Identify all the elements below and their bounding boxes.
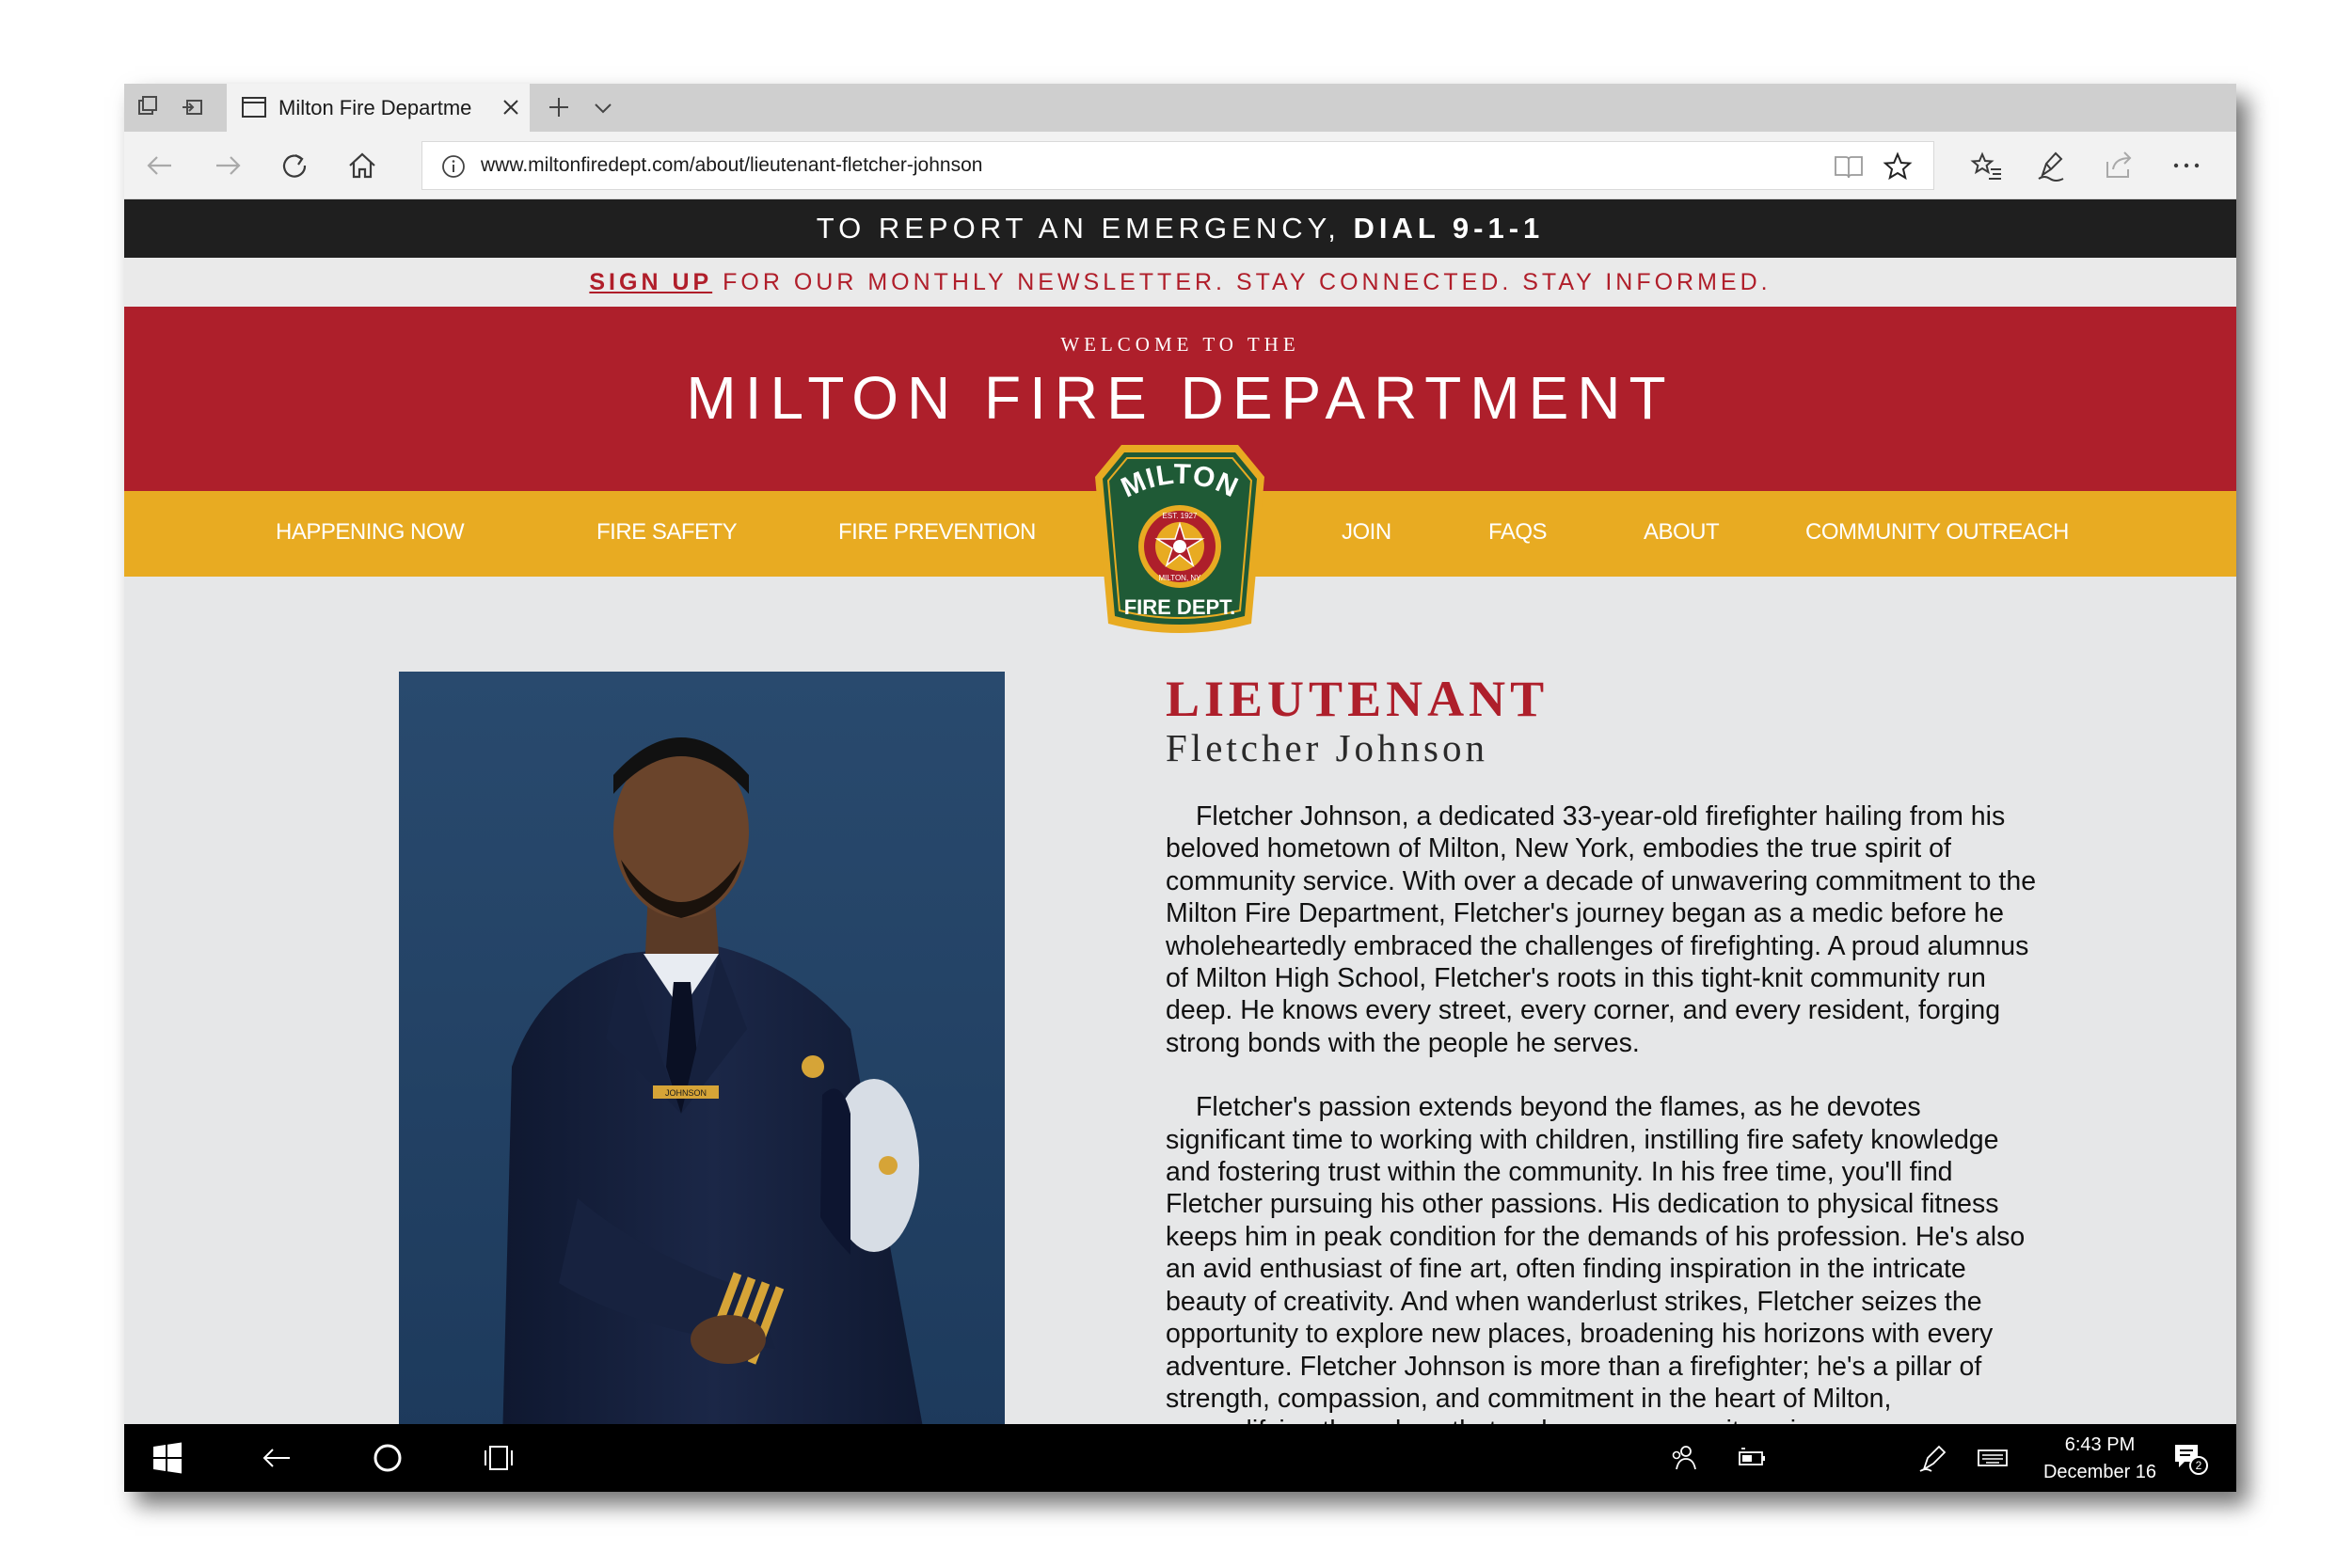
windows-ink-icon[interactable]: [1916, 1441, 1950, 1475]
bio-paragraph-2: Fletcher's passion extends beyond the flames, as he devotes significant time to working with children, instilling fire safety knowledge and fostering trust within the community. In his free time, you'll find Fletcher pursuing his other passions. His dedication to physical fitness keeps him in peak condition for the demands of his profession. He's also an avid enthusiast of fine art, often finding inspiration in the intricate beauty of creativity. And when wanderlust strikes, Fletcher seizes the opportunity to explore new places, broadening his horizons with every adventure. Fletcher Johnson is more than a firefighter; he's a pillar of strength, compassion, and commitment in the heart of Milton,: [1166, 1092, 2026, 1414]
signup-link[interactable]: SIGN UP: [589, 269, 713, 295]
set-aside-tabs-icon[interactable]: [134, 93, 162, 121]
emergency-dial: DIAL 9-1-1: [1353, 212, 1545, 245]
back-arrow-icon[interactable]: [143, 149, 177, 182]
favorite-star-icon[interactable]: [1883, 151, 1913, 182]
nav-fire-prevention[interactable]: FIRE PREVENTION: [838, 519, 1036, 545]
action-center-icon[interactable]: [2171, 1439, 2209, 1477]
more-options-icon[interactable]: [2169, 149, 2203, 182]
favorites-hub-icon[interactable]: [1970, 149, 2004, 182]
windows-taskbar: [124, 1424, 2236, 1492]
badge-top-text: MILTON: [1116, 458, 1244, 504]
system-clock[interactable]: [2034, 1432, 2166, 1486]
welcome-text: WELCOME TO THE: [1060, 333, 1300, 356]
refresh-icon[interactable]: [278, 149, 311, 182]
profile-bio: [1166, 672, 2069, 1448]
pen-notes-icon[interactable]: [2035, 149, 2069, 182]
chevron-down-icon[interactable]: [590, 95, 616, 121]
uniform-name-tag: JOHNSON: [664, 1088, 707, 1098]
clock-date: December 16: [2042, 1462, 2157, 1482]
tabs-aside-icon[interactable]: [179, 93, 207, 121]
touch-keyboard-icon[interactable]: [1976, 1441, 2010, 1475]
bio-paragraph-1: Fletcher Johnson, a dedicated 33-year-old firefighter hailing from his beloved hometown of Milton, New York, embodies the true spirit of community service. With over a decade of unwavering commitment to the Milton Fire Department, Fletcher's journey began as a medic before he wholeheartedly embraced the challenges of firefighting. A proud alumnus of Milton High School, Fletcher's roots in this tight-knit community run deep. He knows every street, every corner, and every resident, forging strong bonds with the people he serves.: [1166, 801, 2037, 1058]
newsletter-text: FOR OUR MONTHLY NEWSLETTER. STAY CONNECTED. STAY INFORMED.: [712, 269, 1772, 295]
notification-count: 2: [2195, 1459, 2202, 1472]
lieutenant-portrait-photo: [399, 672, 1005, 1443]
emergency-text: TO REPORT AN EMERGENCY,: [816, 212, 1354, 245]
cortana-search-icon[interactable]: [371, 1441, 405, 1475]
back-arrow-icon[interactable]: [260, 1441, 294, 1475]
browser-window: [124, 84, 2236, 1492]
nav-community-outreach[interactable]: COMMUNITY OUTREACH: [1805, 519, 2069, 545]
profile-rank: LIEUTENANT: [1166, 671, 1549, 727]
navigation-bar: [124, 132, 2236, 199]
profile-name: Fletcher Johnson: [1166, 726, 1488, 769]
fire-department-badge-logo[interactable]: [1093, 441, 1266, 641]
tab-title: Milton Fire Departme: [278, 96, 472, 119]
badge-bottom-text: FIRE DEPT.: [1123, 595, 1236, 619]
reading-view-icon[interactable]: [1834, 153, 1864, 180]
nav-happening-now[interactable]: HAPPENING NOW: [276, 519, 465, 545]
nav-join[interactable]: JOIN: [1342, 519, 1391, 545]
newsletter-banner: [124, 258, 2236, 307]
windows-start-icon[interactable]: [151, 1441, 184, 1475]
tab-strip: [124, 84, 2236, 132]
forward-arrow-icon[interactable]: [211, 149, 245, 182]
battery-icon[interactable]: [1736, 1441, 1770, 1475]
people-icon[interactable]: [1667, 1441, 1701, 1475]
address-bar[interactable]: [421, 141, 1934, 190]
share-icon[interactable]: [2102, 149, 2136, 182]
task-view-icon[interactable]: [482, 1441, 516, 1475]
tab-active[interactable]: [227, 84, 530, 132]
nav-fire-safety[interactable]: FIRE SAFETY: [596, 519, 738, 545]
nav-faqs[interactable]: FAQS: [1488, 519, 1548, 545]
badge-est-text: EST. 1927: [1162, 512, 1198, 520]
clock-time: 6:43 PM: [2064, 1434, 2136, 1455]
web-page: [124, 199, 2236, 1424]
info-icon[interactable]: [441, 154, 466, 179]
emergency-banner: [124, 199, 2236, 258]
site-title: MILTON FIRE DEPARTMENT: [686, 364, 1675, 432]
nav-about[interactable]: ABOUT: [1644, 519, 1720, 545]
page-icon: [242, 97, 266, 118]
home-icon[interactable]: [345, 149, 379, 182]
url-text[interactable]: www.miltonfiredept.com/about/lieutenant-fletcher-johnson: [481, 154, 983, 176]
close-tab-icon[interactable]: [499, 95, 523, 119]
badge-city-text: MILTON, NY: [1158, 574, 1201, 582]
new-tab-icon[interactable]: [545, 93, 573, 121]
